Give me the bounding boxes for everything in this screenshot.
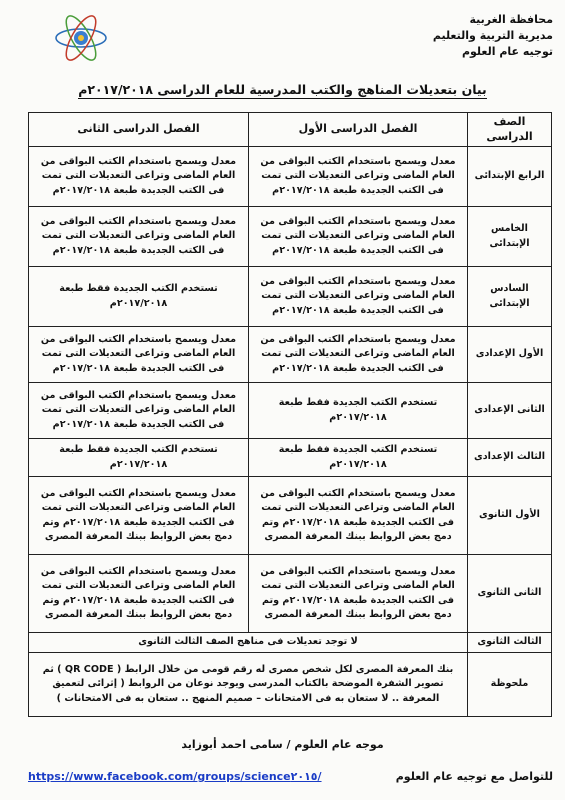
term2-cell: تستخدم الكتب الجديدة فقط طبعة ٢٠١٧/٢٠١٨م [29, 439, 249, 477]
note-row [29, 653, 552, 717]
term1-cell: معدل ويسمح باستخدام الكتب البواقى من العام الماضى وتراعى التعديلات التى تمت فى الكتب الجديدة طبعة ٢٠١٧/٢٠١٨م وتم دمج بعض الروابط ببنك المعرفة المصرى [249, 477, 468, 555]
term1-cell: معدل ويسمح باستخدام الكتب البواقى من العام الماضى وتراعى التعديلات التى تمت فى الكتب الجديدة طبعة ٢٠١٧/٢٠١٨م [249, 267, 468, 327]
term2-cell: معدل ويسمح باستخدام الكتب البواقى من العام الماضى وتراعى التعديلات التى تمت فى الكتب الجديدة طبعة ٢٠١٧/٢٠١٨م [29, 147, 249, 207]
term2-cell: تستخدم الكتب الجديدة فقط طبعة ٢٠١٧/٢٠١٨م [29, 267, 249, 327]
table-row [29, 633, 552, 653]
term1-cell: تستخدم الكتب الجديدة فقط طبعة ٢٠١٧/٢٠١٨م [249, 383, 468, 439]
science-logo [52, 8, 110, 66]
grade-cell: الخامس الإبتدائى [468, 207, 552, 267]
no-changes-cell: لا توجد تعديلات فى مناهج الصف الثالث الثانوى [29, 633, 468, 653]
term2-cell: معدل ويسمح باستخدام الكتب البواقى من العام الماضى وتراعى التعديلات التى تمت فى الكتب الجديدة طبعة ٢٠١٧/٢٠١٨م [29, 383, 249, 439]
administration-block [433, 12, 553, 60]
term2-cell: معدل ويسمح باستخدام الكتب البواقى من العام الماضى وتراعى التعديلات التى تمت فى الكتب الجديدة طبعة ٢٠١٧/٢٠١٨م [29, 207, 249, 267]
term2-cell: معدل ويسمح باستخدام الكتب البواقى من العام الماضى وتراعى التعديلات التى تمت فى الكتب الجديدة طبعة ٢٠١٧/٢٠١٨م [29, 327, 249, 383]
term1-cell: معدل ويسمح باستخدام الكتب البواقى من العام الماضى وتراعى التعديلات التى تمت فى الكتب الجديدة طبعة ٢٠١٧/٢٠١٨م وتم دمج بعض الروابط ببنك المعرفة المصرى [249, 555, 468, 633]
table-row [29, 477, 552, 555]
table-row [29, 267, 552, 327]
term2-cell: معدل ويسمح باستخدام الكتب البواقى من العام الماضى وتراعى التعديلات التى تمت فى الكتب الجديدة طبعة ٢٠١٧/٢٠١٨م وتم دمج بعض الروابط ببنك المعرفة المصرى [29, 477, 249, 555]
directorate-name: مديرية التربية والتعليم [432, 29, 553, 42]
signature: موجه عام العلوم / سامى احمد أبوزايد [181, 738, 384, 751]
table-row [29, 383, 552, 439]
term1-cell: معدل ويسمح باستخدام الكتب البواقى من العام الماضى وتراعى التعديلات التى تمت فى الكتب الجديدة طبعة ٢٠١٧/٢٠١٨م [249, 207, 468, 267]
department-name: توجيه عام العلوم [461, 45, 553, 58]
table-row [29, 147, 552, 207]
header-term1: الفصل الدراسى الأول [249, 113, 468, 147]
term1-cell: تستخدم الكتب الجديدة فقط طبعة ٢٠١٧/٢٠١٨م [249, 439, 468, 477]
term1-cell: معدل ويسمح باستخدام الكتب البواقى من العام الماضى وتراعى التعديلات التى تمت فى الكتب الجديدة طبعة ٢٠١٧/٢٠١٨م [249, 327, 468, 383]
grade-cell: الرابع الإبتدائى [468, 147, 552, 207]
grade-cell: الثالث الثانوى [468, 633, 552, 653]
governorate-name: محافظة الغربية [469, 13, 553, 26]
contact-text: للتواصل مع توجيه عام العلوم [395, 770, 553, 783]
header-grade: الصف الدراسى [468, 113, 552, 147]
term1-cell: معدل ويسمح باستخدام الكتب البواقى من العام الماضى وتراعى التعديلات التى تمت فى الكتب الجديدة طبعة ٢٠١٧/٢٠١٨م [249, 147, 468, 207]
table-header-row [29, 113, 552, 147]
grade-cell: السادس الإبتدائى [468, 267, 552, 327]
grade-cell: الثالث الإعدادى [468, 439, 552, 477]
grade-cell: الأول الثانوى [468, 477, 552, 555]
note-text: بنك المعرفة المصرى لكل شخص مصرى له رقم قومى من خلال الرابط ( QR CODE ) ثم تصوير الشفرة الموضحة بالكتاب المدرسى ويوجد نوعان من الروابط ( إثرائى لتعميق المعرفة .. لا ستعان به فى الامتحانات – صميم المنهج .. ستعان به فى الامتحانات ) [29, 653, 468, 717]
document-header [10, 6, 555, 68]
grade-cell: الثانى الثانوى [468, 555, 552, 633]
table-row [29, 327, 552, 383]
table-row [29, 555, 552, 633]
grade-cell: الأول الإعدادى [468, 327, 552, 383]
header-term2: الفصل الدراسى الثانى [29, 113, 249, 147]
table-row [29, 439, 552, 477]
note-label: ملحوظة [468, 653, 552, 717]
document-title: بيان بتعديلات المناهج والكتب المدرسية للعام الدراسى ٢٠١٧/٢٠١٨م [78, 82, 487, 97]
curriculum-table [28, 112, 552, 717]
term2-cell: معدل ويسمح باستخدام الكتب البواقى من العام الماضى وتراعى التعديلات التى تمت فى الكتب الجديدة طبعة ٢٠١٧/٢٠١٨م وتم دمج بعض الروابط ببنك المعرفة المصرى [29, 555, 249, 633]
table-row [29, 207, 552, 267]
grade-cell: الثانى الإعدادى [468, 383, 552, 439]
facebook-group-link[interactable]: https://www.facebook.com/groups/science٢٠١٥/ [28, 770, 322, 783]
